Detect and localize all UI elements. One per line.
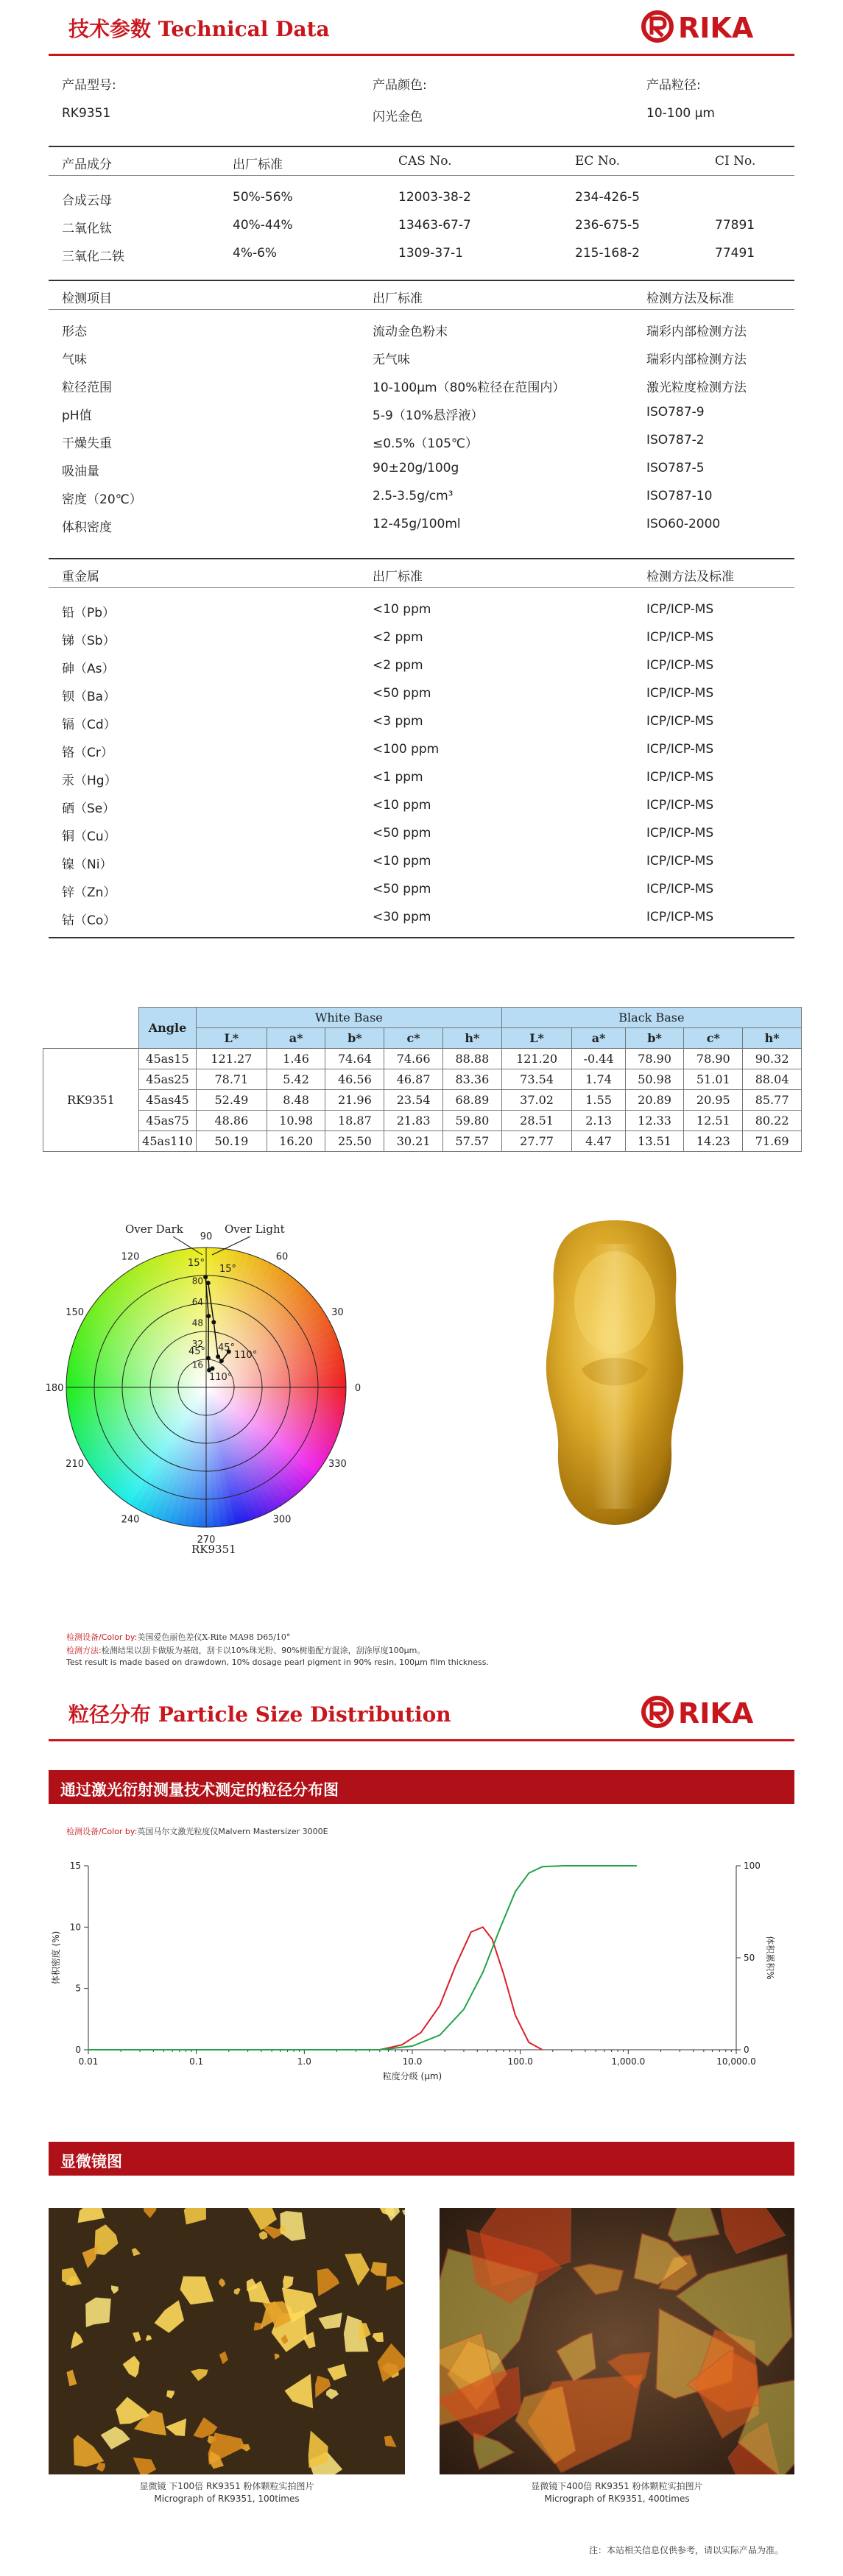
angle-tick-label: 120 [121, 1251, 140, 1263]
metals-row-cell: <50 ppm [373, 882, 431, 896]
value-cell: 90.32 [743, 1049, 802, 1069]
angle-header: Angle [139, 1008, 197, 1049]
value-cell: 30.21 [384, 1131, 443, 1152]
composition-row-cell: 50%-56% [233, 190, 293, 205]
y-tick-label: 15 [69, 1861, 81, 1871]
metals-row-cell: <10 ppm [373, 798, 431, 813]
test-row [49, 454, 794, 482]
value-cell: 20.95 [684, 1090, 743, 1111]
test-table [49, 280, 794, 538]
product-cell: RK9351 [43, 1049, 139, 1152]
polar-point-label: 110° [234, 1350, 258, 1361]
metals-row-cell: 汞（Hg） [62, 774, 117, 788]
test-row-cell: ISO787-5 [646, 461, 705, 475]
test-row-cell: 2.5-3.5g/cm³ [373, 489, 454, 503]
y2-axis-label: 体积累积% [765, 1936, 775, 1980]
composition-head-cell: 产品成分 [62, 158, 112, 172]
color-col-header: h* [743, 1028, 802, 1049]
psd-section-bar: 通过激光衍射测量技术测定的粒径分布图 [49, 1770, 794, 1804]
test-row-cell: 瑞彩内部检测方法 [646, 325, 747, 339]
metals-row [49, 875, 794, 903]
test-row [49, 426, 794, 454]
angle-tick-label: 240 [121, 1514, 140, 1526]
value-cell: 50.19 [197, 1131, 267, 1152]
metals-row-cell: ICP/ICP-MS [646, 770, 714, 785]
metals-row-cell: ICP/ICP-MS [646, 742, 714, 757]
value-cell: 88.88 [442, 1049, 501, 1069]
color-row [43, 1049, 802, 1069]
angle-tick-label: 90 [200, 1231, 213, 1242]
value-cell: 74.64 [325, 1049, 384, 1069]
composition-row-cell: 二氧化钛 [62, 222, 112, 236]
color-row [43, 1090, 802, 1111]
test-row-cell: ISO787-10 [646, 489, 713, 503]
composition-row-cell: 40%-44% [233, 218, 293, 233]
test-row-cell: 10-100μm（80%粒径在范围内） [373, 381, 565, 395]
color-row [43, 1069, 802, 1090]
test-row [49, 342, 794, 370]
measure-note-2: 检测方法:检测结果以刮卡做版为基础，刮卡以10%珠光粉、90%树脂配方混涂，刮涂厚度100μm。 [66, 1646, 426, 1655]
test-row-cell: 体积密度 [62, 520, 112, 535]
y-tick-label: 5 [75, 1983, 81, 1994]
metals-row-cell: <10 ppm [373, 602, 431, 617]
x-tick-label: 0.01 [78, 2056, 99, 2067]
color-measure-table [43, 1007, 802, 1152]
value-cell: 68.89 [442, 1090, 501, 1111]
metals-row-cell: 锌（Zn） [62, 885, 116, 900]
value-cell: 37.02 [501, 1090, 572, 1111]
metals-row [49, 819, 794, 847]
metals-row-cell: ICP/ICP-MS [646, 602, 714, 617]
metals-row-cell: 锑（Sb） [62, 634, 116, 648]
y2-tick-label: 0 [744, 2045, 749, 2055]
color-col-header: L* [501, 1028, 572, 1049]
color-row [43, 1111, 802, 1131]
test-row-cell: ISO60-2000 [646, 517, 721, 531]
color-polar-chart [44, 1218, 383, 1616]
angle-tick-label: 270 [197, 1535, 216, 1546]
value-cell: 74.66 [384, 1049, 443, 1069]
color-col-header: c* [684, 1028, 743, 1049]
composition-head-cell: EC No. [575, 154, 621, 169]
value-cell: 85.77 [743, 1090, 802, 1111]
rika-logo [640, 7, 794, 46]
polar-point [203, 1275, 208, 1279]
metals-row-cell: 镉（Cd） [62, 718, 116, 732]
angle-tick-label: 0 [354, 1383, 361, 1394]
x-axis-label: 粒度分级 (μm) [382, 2071, 442, 2081]
polar-point [211, 1320, 216, 1325]
value-cell: 121.27 [197, 1049, 267, 1069]
value-cell: 12.33 [625, 1111, 684, 1131]
metals-row [49, 595, 794, 623]
metals-row-cell: 砷（As） [62, 662, 115, 676]
value-cell: 57.57 [442, 1131, 501, 1152]
value-cell: 12.51 [684, 1111, 743, 1131]
color-sample-car [537, 1214, 692, 1531]
product-values-row [49, 96, 794, 132]
metals-row-cell: ICP/ICP-MS [646, 714, 714, 729]
white-base-header: White Base [197, 1008, 502, 1028]
value-cell: 80.22 [743, 1111, 802, 1131]
black-base-header: Black Base [501, 1008, 801, 1028]
measure-note-1: 检测设备/Color by:美国爱色丽色差仪X-Rite MA98 D65/10° [66, 1632, 291, 1642]
metals-row-cell: ICP/ICP-MS [646, 630, 714, 645]
metals-head-cell: 出厂标准 [373, 570, 423, 584]
polar-point-label: 45° [188, 1346, 206, 1357]
color-col-header: c* [384, 1028, 443, 1049]
value-cell: -0.44 [572, 1049, 625, 1069]
header-technical-data [49, 0, 794, 56]
polar-caption: RK9351 [191, 1543, 236, 1556]
composition-row-cell: 13463-67-7 [398, 218, 471, 233]
metals-row-cell: <2 ppm [373, 658, 423, 673]
test-row-cell: 激光粒度检测方法 [646, 381, 747, 395]
metals-row [49, 707, 794, 735]
metals-table [49, 558, 794, 938]
polar-point [206, 1314, 211, 1318]
x-tick-label: 10,000.0 [716, 2056, 756, 2067]
y-axis-label: 体积密度 (%) [51, 1931, 61, 1985]
angle-cell: 45as110 [139, 1131, 197, 1152]
metals-row-cell: <2 ppm [373, 630, 423, 645]
polar-point-label: 15° [219, 1264, 237, 1275]
composition-row-cell: 4%-6% [233, 246, 278, 261]
value-cell: 73.54 [501, 1069, 572, 1090]
size-label: 产品粒径: [646, 78, 701, 93]
test-row [49, 314, 794, 342]
color-row [43, 1131, 802, 1152]
value-cell: 25.50 [325, 1131, 384, 1152]
composition-row-cell: 234-426-5 [575, 190, 640, 205]
composition-row-cell: 12003-38-2 [398, 190, 471, 205]
value-cell: 1.74 [572, 1069, 625, 1090]
value-cell: 46.56 [325, 1069, 384, 1090]
value-cell: 46.87 [384, 1069, 443, 1090]
value-cell: 14.23 [684, 1131, 743, 1152]
test-row-cell: 无气味 [373, 353, 410, 367]
metals-head-cell: 检测方法及标准 [646, 570, 734, 584]
psd-device-note: 检测设备/Color by:英国马尔文激光粒度仪Malvern Mastersizer 3000E [66, 1827, 328, 1836]
metals-row [49, 847, 794, 875]
color-label: 产品颜色: [373, 78, 427, 93]
value-cell: 83.36 [442, 1069, 501, 1090]
micrograph-100x-caption: 显微镜 下100倍 RK9351 粉体颗粒实拍图片 Micrograph of RK9351, 100times [139, 2481, 314, 2504]
metals-row-cell: <30 ppm [373, 910, 431, 924]
metals-row [49, 623, 794, 651]
value-cell: 16.20 [267, 1131, 325, 1152]
metals-row-cell: 硒（Se） [62, 802, 116, 816]
radial-tick-label: 80 [191, 1275, 203, 1287]
test-row-cell: ISO787-9 [646, 405, 705, 420]
over-dark-label: Over Dark [125, 1222, 183, 1236]
value-cell: 21.83 [384, 1111, 443, 1131]
particle-size-chart [44, 1847, 788, 2112]
value-cell: 48.86 [197, 1111, 267, 1131]
composition-table [49, 146, 794, 267]
angle-cell: 45as75 [139, 1111, 197, 1131]
test-row-cell: 形态 [62, 325, 87, 339]
measure-note-3: Test result is made based on drawdown, 10% dosage pearl pigment in 90% resin, 100μm film thickness. [66, 1657, 489, 1667]
color-value: 闪光金色 [373, 110, 423, 124]
value-cell: 1.55 [572, 1090, 625, 1111]
value-cell: 21.96 [325, 1090, 384, 1111]
angle-tick-label: 30 [331, 1307, 344, 1318]
value-cell: 20.89 [625, 1090, 684, 1111]
test-row-cell: 流动金色粉末 [373, 325, 448, 339]
polar-point [210, 1366, 214, 1370]
value-cell: 2.13 [572, 1111, 625, 1131]
composition-head-cell: CI No. [715, 154, 756, 169]
model-label: 产品型号: [62, 78, 116, 93]
metals-row-cell: 铅（Pb） [62, 606, 116, 620]
composition-row [49, 239, 794, 267]
value-cell: 88.04 [743, 1069, 802, 1090]
value-cell: 10.98 [267, 1111, 325, 1131]
test-head-cell: 检测项目 [62, 291, 112, 306]
metals-row-cell: 钴（Co） [62, 913, 116, 928]
svg-text:RIKA: RIKA [678, 1697, 754, 1730]
composition-row-cell: 236-675-5 [575, 218, 640, 233]
composition-header [49, 147, 794, 175]
color-col-header: b* [325, 1028, 384, 1049]
composition-row-cell: 77491 [715, 246, 755, 261]
test-row-cell: 5-9（10%悬浮液） [373, 408, 484, 423]
value-cell: 78.90 [625, 1049, 684, 1069]
value-cell: 28.51 [501, 1111, 572, 1131]
product-info [49, 68, 794, 132]
value-cell: 59.80 [442, 1111, 501, 1131]
value-cell: 5.42 [267, 1069, 325, 1090]
metals-row-cell: ICP/ICP-MS [646, 910, 714, 924]
metals-row-cell: <3 ppm [373, 714, 423, 729]
metals-row-cell: ICP/ICP-MS [646, 798, 714, 813]
test-header [49, 281, 794, 309]
value-cell: 50.98 [625, 1069, 684, 1090]
value-cell: 18.87 [325, 1111, 384, 1131]
metals-row-cell: 铜（Cu） [62, 829, 116, 844]
radial-tick-label: 32 [191, 1339, 203, 1350]
value-cell: 13.51 [625, 1131, 684, 1152]
test-row-cell: 密度（20℃） [62, 492, 142, 507]
composition-row [49, 211, 794, 239]
value-cell: 51.01 [684, 1069, 743, 1090]
metals-row-cell: ICP/ICP-MS [646, 658, 714, 673]
test-row-cell: ≤0.5%（105℃） [373, 436, 478, 451]
micrograph-400x-caption: 显微镜下400倍 RK9351 粉体颗粒实拍图片 Micrograph of RK9351, 400times [531, 2481, 703, 2504]
product-labels-row [49, 68, 794, 96]
metals-row-cell: <50 ppm [373, 826, 431, 841]
test-row-cell: 干燥失重 [62, 436, 112, 451]
metals-row [49, 791, 794, 819]
x-tick-label: 100.0 [507, 2056, 533, 2067]
angle-tick-label: 180 [45, 1383, 64, 1394]
radial-tick-label: 48 [191, 1317, 203, 1328]
metals-header [49, 559, 794, 587]
composition-row-cell: 三氧化二铁 [62, 250, 124, 264]
y2-tick-label: 100 [744, 1861, 761, 1871]
rika-logo-2 [640, 1693, 794, 1731]
y-tick-label: 10 [69, 1922, 81, 1933]
test-head-cell: 检测方法及标准 [646, 291, 734, 306]
color-col-header: L* [197, 1028, 267, 1049]
value-cell: 121.20 [501, 1049, 572, 1069]
angle-tick-label: 60 [275, 1251, 289, 1263]
polar-point [216, 1354, 220, 1359]
metals-row-cell: 铬（Cr） [62, 746, 113, 760]
color-col-header: h* [442, 1028, 501, 1049]
radial-tick-label: 64 [191, 1297, 203, 1308]
polar-point [206, 1356, 211, 1360]
metals-row [49, 763, 794, 791]
value-cell: 71.69 [743, 1131, 802, 1152]
test-head-cell: 出厂标准 [373, 291, 423, 306]
metals-row-cell: 镍（Ni） [62, 857, 113, 872]
metals-row [49, 903, 794, 931]
micro-section-bar: 显微镜图 [49, 2142, 794, 2176]
color-col-header: a* [267, 1028, 325, 1049]
angle-tick-label: 300 [272, 1514, 292, 1526]
metals-row-cell: <1 ppm [373, 770, 423, 785]
composition-row-cell: 1309-37-1 [398, 246, 463, 261]
angle-cell: 45as25 [139, 1069, 197, 1090]
test-row [49, 398, 794, 426]
test-row [49, 510, 794, 538]
value-cell: 27.77 [501, 1131, 572, 1152]
polar-point [219, 1359, 224, 1363]
psd-series-line [88, 1866, 637, 2050]
composition-row-cell: 合成云母 [62, 194, 112, 208]
metals-row-cell: <100 ppm [373, 742, 440, 757]
metals-row-cell: 钡（Ba） [62, 690, 116, 704]
micrograph-400x [440, 2208, 794, 2474]
radial-tick-label: 16 [191, 1359, 203, 1370]
y-tick-label: 0 [75, 2045, 81, 2055]
metals-row [49, 651, 794, 679]
x-tick-label: 0.1 [189, 2056, 204, 2067]
x-tick-label: 1,000.0 [611, 2056, 646, 2067]
over-light-label: Over Light [225, 1222, 285, 1236]
metals-row-cell: ICP/ICP-MS [646, 854, 714, 868]
composition-row-cell: 77891 [715, 218, 755, 233]
metals-row [49, 735, 794, 763]
test-row [49, 370, 794, 398]
x-tick-label: 10.0 [402, 2056, 423, 2067]
metals-row-cell: ICP/ICP-MS [646, 882, 714, 896]
angle-cell: 45as15 [139, 1049, 197, 1069]
value-cell: 1.46 [267, 1049, 325, 1069]
metals-head-cell: 重金属 [62, 570, 99, 584]
metals-row-cell: <10 ppm [373, 854, 431, 868]
color-col-header: a* [572, 1028, 625, 1049]
angle-tick-label: 330 [328, 1459, 347, 1470]
angle-tick-label: 210 [66, 1459, 85, 1470]
composition-row-cell: 215-168-2 [575, 246, 640, 261]
header-particle-size [49, 1685, 794, 1741]
y2-tick-label: 50 [744, 1953, 755, 1963]
polar-point-label: 110° [209, 1372, 233, 1383]
metals-row-cell: ICP/ICP-MS [646, 826, 714, 841]
footer-note: 注：本站相关信息仅供参考，请以实际产品为准。 [589, 2545, 784, 2555]
polar-point-label: 15° [188, 1258, 205, 1269]
test-row-cell: 气味 [62, 353, 87, 367]
color-col-header: b* [625, 1028, 684, 1049]
composition-head-cell: 出厂标准 [233, 158, 283, 172]
angle-tick-label: 150 [66, 1307, 85, 1318]
test-row-cell: 粒径范围 [62, 381, 112, 395]
value-cell: 8.48 [267, 1090, 325, 1111]
micrograph-100x [49, 2208, 405, 2474]
test-row-cell: ISO787-2 [646, 433, 705, 447]
metals-row-cell: <50 ppm [373, 686, 431, 701]
model-value: RK9351 [62, 106, 111, 121]
psd-title: 粒径分布 Particle Size Distribution [68, 1702, 451, 1727]
test-row-cell: pH值 [62, 408, 92, 423]
value-cell: 4.47 [572, 1131, 625, 1152]
size-value: 10-100 μm [646, 106, 715, 121]
test-row-cell: 12-45g/100ml [373, 517, 461, 531]
polar-point-label: 45° [218, 1342, 236, 1354]
value-cell: 78.90 [684, 1049, 743, 1069]
x-tick-label: 1.0 [297, 2056, 311, 2067]
metals-row-cell: ICP/ICP-MS [646, 686, 714, 701]
test-row-cell: 瑞彩内部检测方法 [646, 353, 747, 367]
value-cell: 78.71 [197, 1069, 267, 1090]
value-cell: 23.54 [384, 1090, 443, 1111]
header-divider [49, 54, 794, 56]
angle-cell: 45as45 [139, 1090, 197, 1111]
test-row [49, 482, 794, 510]
metals-row [49, 679, 794, 707]
value-cell: 52.49 [197, 1090, 267, 1111]
test-row-cell: 吸油量 [62, 464, 99, 479]
composition-head-cell: CAS No. [398, 154, 452, 169]
test-row-cell: 90±20g/100g [373, 461, 459, 475]
page-title: 技术参数 Technical Data [68, 17, 330, 41]
composition-row [49, 183, 794, 211]
logo-text: RIKA [678, 12, 754, 44]
